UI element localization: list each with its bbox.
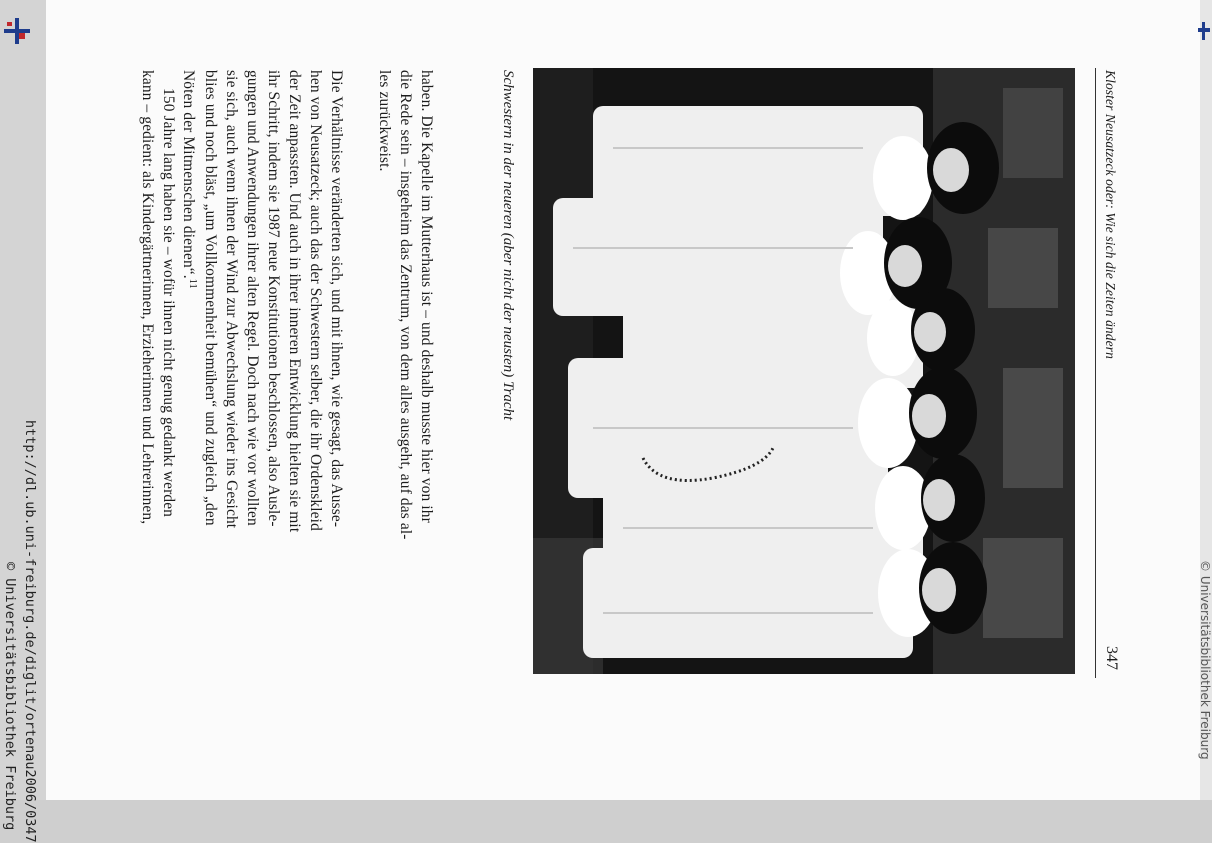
group-photo-icon: [533, 68, 1075, 674]
university-logo-icon-right: [1198, 20, 1210, 46]
copyright-notice: © Universitätsbibliothek Freiburg: [2, 562, 18, 831]
body-line-10: blies und noch bläst, „um Vollkommenheit bemühen“ und zugleich „den: [202, 70, 219, 526]
page-number: 347: [1103, 646, 1120, 670]
right-strip-copyright: © Universitätsbibliothek Freiburg: [1198, 560, 1212, 760]
body-line-7: ihr Schritt, indem sie 1987 neue Konstitutionen beschlossen, also Ausle-: [265, 70, 282, 527]
body-line-5: hen von Neusatzeck; auch das der Schwestern selber, die ihr Ordenskleid: [307, 70, 324, 531]
body-line-9: sie sich, auch wenn ihnen der Wind zur Abwechslung wieder ins Gesicht: [223, 70, 240, 529]
body-line-8: gungen und Anwendungen ihrer alten Regel. Doch nach wie vor wollten: [244, 70, 261, 526]
body-line-11-text: Nöten der Mitmenschen dienen“.: [179, 70, 197, 279]
photograph: [533, 68, 1075, 674]
body-line-13: kann – gedient: als Kindergärtnerinnen, Erzieherinnen und Lehrerinnen,: [139, 70, 156, 525]
body-line-3: les zurückweist.: [376, 70, 393, 172]
body-line-2: die Rede sein – insgeheim das Zentrum, von dem alles ausgeht, auf das al-: [397, 70, 414, 540]
body-line-4: Die Verhältnisse veränderten sich, und mit ihnen, wie gesagt, das Ausse-: [328, 70, 345, 528]
body-line-1: haben. Die Kapelle im Mutterhaus ist – und deshalb musste hier von ihr: [418, 70, 435, 523]
body-line-12: 150 Jahre lang haben sie – wofür ihnen nicht genug gedankt werden: [160, 88, 177, 518]
photo-caption: Schwestern in der neueren (aber nicht der neusten) Tracht: [500, 70, 516, 421]
body-line-6: der Zeit anpassten. Und auch in ihrer inneren Entwicklung hielten sie mit: [286, 70, 303, 533]
running-head-rule: [1095, 68, 1096, 678]
footnote-marker: 11: [187, 278, 198, 289]
running-head: Kloster Neusatzeck oder: Wie sich die Zeiten ändern: [1103, 70, 1118, 359]
university-logo-icon: [4, 18, 30, 44]
body-line-11: [179, 70, 198, 289]
document-url[interactable]: http://dl.ub.uni-freiburg.de/diglit/ortenau2006/0347: [22, 420, 38, 843]
